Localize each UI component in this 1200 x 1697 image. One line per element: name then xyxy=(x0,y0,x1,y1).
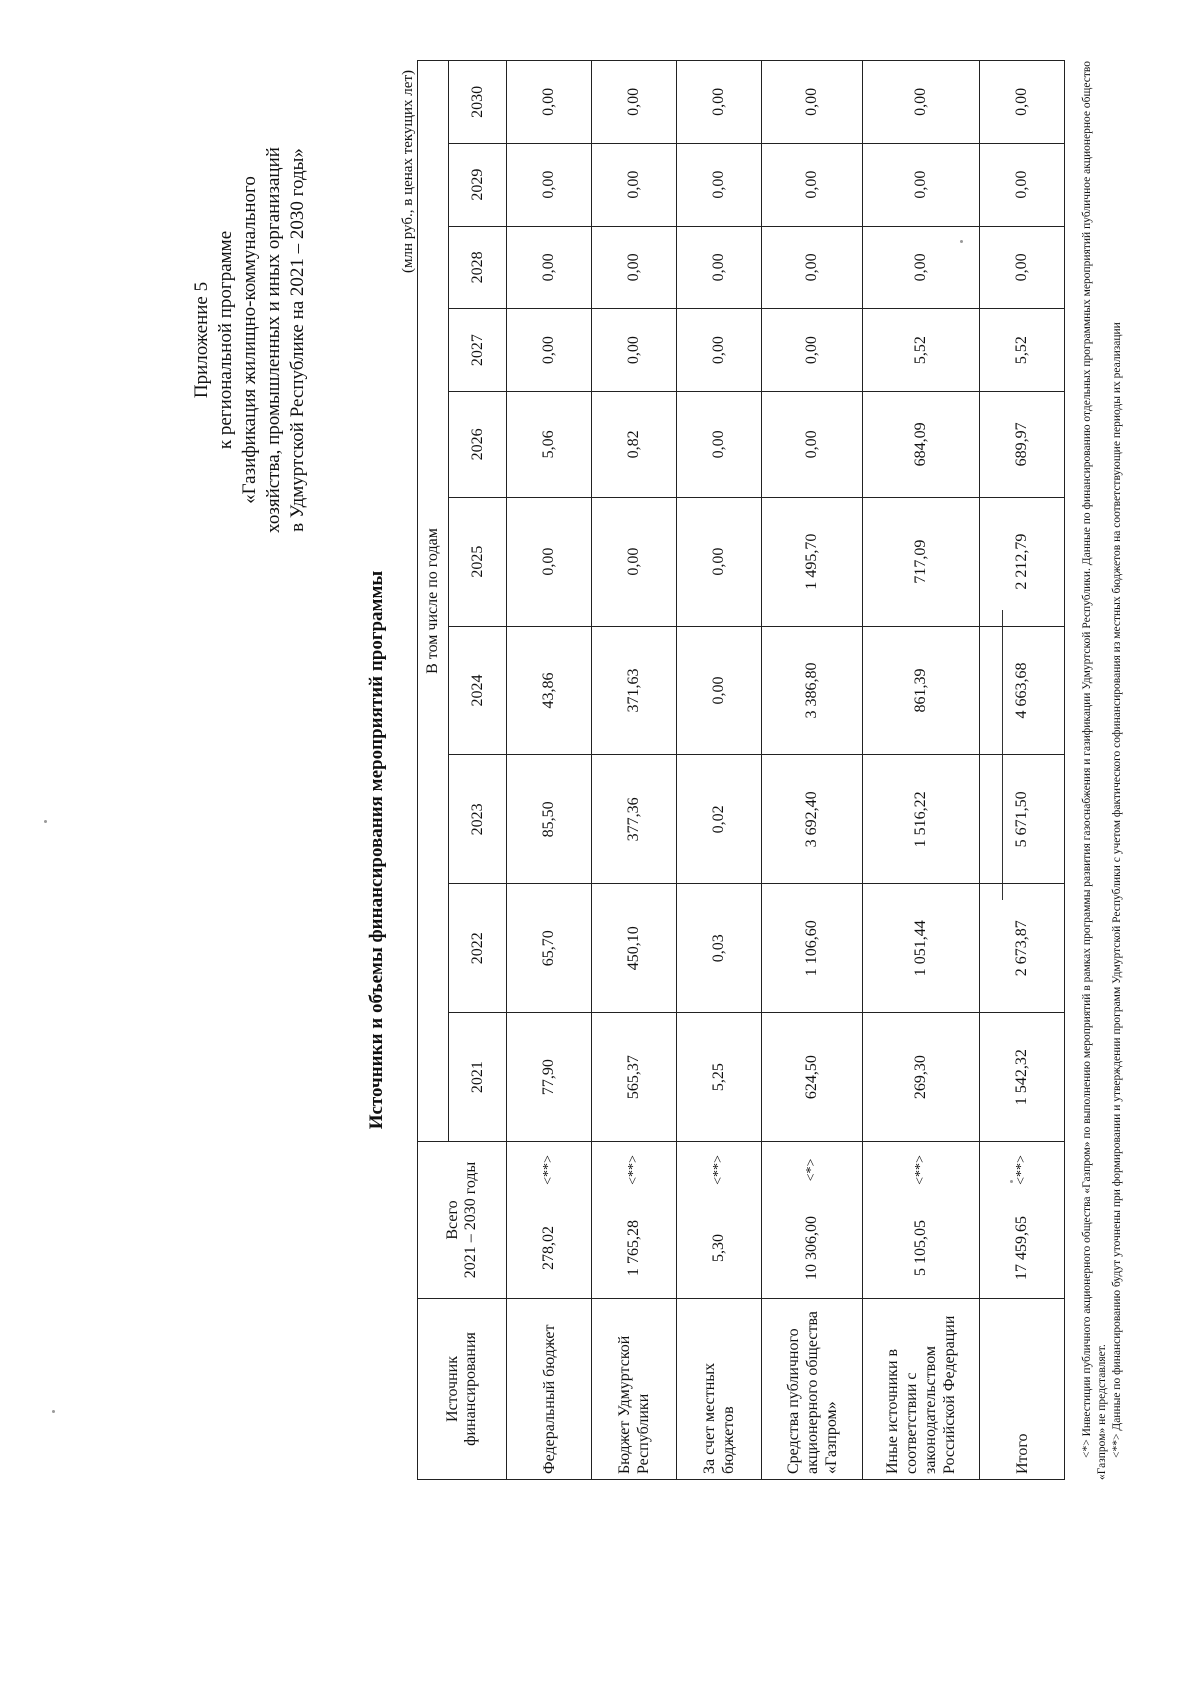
scan-speck xyxy=(52,1410,55,1413)
scan-speck xyxy=(44,820,47,823)
cell-year-value: 450,10 xyxy=(592,884,677,1013)
cell-year-value: 0,00 xyxy=(677,309,762,392)
cell-total: 17 459,65 xyxy=(980,1198,1065,1299)
cell-year-value: 0,00 xyxy=(863,143,980,226)
cell-year-value: 0,00 xyxy=(507,497,592,626)
table-row xyxy=(980,61,1065,1480)
header-year: 2030 xyxy=(449,61,507,144)
header-year: 2023 xyxy=(449,755,507,884)
cell-year-value: 0,00 xyxy=(677,497,762,626)
cell-source: Итого xyxy=(980,1299,1065,1480)
header-year: 2026 xyxy=(449,391,507,497)
cell-footnote-mark: <**> xyxy=(863,1142,980,1199)
cell-year-value: 0,00 xyxy=(592,497,677,626)
cell-year-value: 0,00 xyxy=(762,309,863,392)
cell-year-value: 0,00 xyxy=(592,143,677,226)
cell-year-value: 0,00 xyxy=(762,143,863,226)
cell-year-value: 77,90 xyxy=(507,1013,592,1142)
table-row xyxy=(592,61,677,1480)
cell-year-value: 0,00 xyxy=(863,226,980,309)
cell-year-value: 371,63 xyxy=(592,626,677,755)
financing-table xyxy=(417,60,1065,1480)
cell-year-value: 0,00 xyxy=(507,143,592,226)
table-row xyxy=(677,61,762,1480)
cell-year-value: 0,00 xyxy=(863,61,980,144)
footnotes xyxy=(1080,60,1125,1480)
table-row xyxy=(863,61,980,1480)
cell-year-value: 0,00 xyxy=(762,226,863,309)
header-source: Источник финансирования xyxy=(418,1299,507,1480)
header-year: 2022 xyxy=(449,884,507,1013)
footnote-2: <**> Данные по финансированию будут уточнены при формировании и утверждении программ Удмуртской Республики с учетом фактического софинансирования из местных бюджетов на соответствующие периоды их реализации xyxy=(1111,322,1123,1458)
cell-year-value: 717,09 xyxy=(863,497,980,626)
cell-year-value: 1 051,44 xyxy=(863,884,980,1013)
cell-source: Иные источники в соответствии с законодательством Российской Федерации xyxy=(863,1299,980,1480)
cell-year-value: 65,70 xyxy=(507,884,592,1013)
cell-year-value: 5,52 xyxy=(863,309,980,392)
cell-total: 5 105,05 xyxy=(863,1198,980,1299)
cell-source: Федеральный бюджет xyxy=(507,1299,592,1480)
header-total xyxy=(418,1142,507,1299)
cell-year-value: 1 495,70 xyxy=(762,497,863,626)
cell-footnote-mark: <**> xyxy=(592,1142,677,1199)
cell-year-value: 0,00 xyxy=(677,226,762,309)
table-body xyxy=(507,61,1065,1480)
cell-year-value: 624,50 xyxy=(762,1013,863,1142)
table-row xyxy=(762,61,863,1480)
cell-year-value: 1 516,22 xyxy=(863,755,980,884)
cell-total: 278,02 xyxy=(507,1198,592,1299)
cell-year-value: 1 542,32 xyxy=(980,1013,1065,1142)
cell-year-value: 5,25 xyxy=(677,1013,762,1142)
cell-year-value: 0,02 xyxy=(677,755,762,884)
cell-year-value: 43,86 xyxy=(507,626,592,755)
appendix-number: Приложение 5 xyxy=(191,281,212,399)
appendix-line: хозяйства, промышленных и иных организаций xyxy=(263,147,284,533)
cell-year-value: 689,97 xyxy=(980,391,1065,497)
cell-year-value: 2 212,79 xyxy=(980,497,1065,626)
cell-year-value: 0,00 xyxy=(980,226,1065,309)
cell-year-value: 5 671,50 xyxy=(980,755,1065,884)
cell-year-value: 5,06 xyxy=(507,391,592,497)
cell-year-value: 269,30 xyxy=(863,1013,980,1142)
header-by-years: В том числе по годам xyxy=(418,61,449,1142)
units-note: (млн руб., в ценах текущих лет) xyxy=(400,70,416,273)
cell-year-value: 0,00 xyxy=(677,143,762,226)
cell-footnote-mark: <*> xyxy=(762,1142,863,1199)
table-header-row xyxy=(418,61,449,1480)
document-title: Источники и объемы финансирования мероприятий программы xyxy=(366,570,387,1130)
table-row xyxy=(507,61,592,1480)
header-total-line2: 2021 – 2030 годы xyxy=(462,1161,479,1279)
header-year: 2028 xyxy=(449,226,507,309)
cell-year-value: 1 106,60 xyxy=(762,884,863,1013)
cell-year-value: 3 692,40 xyxy=(762,755,863,884)
cell-year-value: 0,00 xyxy=(592,226,677,309)
cell-year-value: 0,00 xyxy=(762,391,863,497)
cell-year-value: 4 663,68 xyxy=(980,626,1065,755)
cell-year-value: 0,00 xyxy=(762,61,863,144)
document-page xyxy=(40,40,1160,1660)
cell-year-value: 0,00 xyxy=(980,143,1065,226)
cell-year-value: 0,00 xyxy=(677,61,762,144)
cell-total: 10 306,00 xyxy=(762,1198,863,1299)
cell-total: 5,30 xyxy=(677,1198,762,1299)
header-year: 2025 xyxy=(449,497,507,626)
header-year: 2021 xyxy=(449,1013,507,1142)
header-year: 2029 xyxy=(449,143,507,226)
cell-year-value: 861,39 xyxy=(863,626,980,755)
cell-year-value: 0,00 xyxy=(677,391,762,497)
scan-speck xyxy=(1010,1180,1013,1183)
header-year: 2024 xyxy=(449,626,507,755)
cell-year-value: 565,37 xyxy=(592,1013,677,1142)
cell-year-value: 684,09 xyxy=(863,391,980,497)
appendix-header xyxy=(190,60,310,620)
footnote-1: <*> Инвестиции публичного акционерного общества «Газпром» по выполнению мероприятий в рамках программы развития газоснабжения и газификации Удмуртской Республики. Данные по финансированию отдельных программных мероприятий публичное акционерное общество «Газпром» не представляет. xyxy=(1081,61,1108,1480)
cell-year-value: 0,03 xyxy=(677,884,762,1013)
cell-year-value: 0,00 xyxy=(507,226,592,309)
cell-year-value: 0,00 xyxy=(592,309,677,392)
cell-source: Бюджет Удмуртской Республики xyxy=(592,1299,677,1480)
cell-year-value: 5,52 xyxy=(980,309,1065,392)
cell-source: Средства публичного акционерного общества «Газпром» xyxy=(762,1299,863,1480)
cell-footnote-mark: <**> xyxy=(980,1142,1065,1199)
header-year: 2027 xyxy=(449,309,507,392)
scan-speck xyxy=(960,240,963,243)
appendix-line: к региональной программе xyxy=(215,230,236,450)
cell-footnote-mark: <**> xyxy=(507,1142,592,1199)
cell-year-value: 3 386,80 xyxy=(762,626,863,755)
cell-year-value: 2 673,87 xyxy=(980,884,1065,1013)
cell-year-value: 85,50 xyxy=(507,755,592,884)
cell-year-value: 0,00 xyxy=(507,61,592,144)
cell-year-value: 0,82 xyxy=(592,391,677,497)
cell-year-value: 0,00 xyxy=(980,61,1065,144)
cell-year-value: 0,00 xyxy=(507,309,592,392)
appendix-line: «Газификация жилищно-коммунального xyxy=(239,176,260,504)
appendix-line: в Удмуртской Республике на 2021 – 2030 годы» xyxy=(287,148,308,532)
cell-year-value: 0,00 xyxy=(677,626,762,755)
cell-source: За счет местных бюджетов xyxy=(677,1299,762,1480)
cell-year-value: 377,36 xyxy=(592,755,677,884)
cell-total: 1 765,28 xyxy=(592,1198,677,1299)
header-total-line1: Всего xyxy=(444,1200,461,1240)
cell-year-value: 0,00 xyxy=(592,61,677,144)
cell-footnote-mark: <**> xyxy=(677,1142,762,1199)
